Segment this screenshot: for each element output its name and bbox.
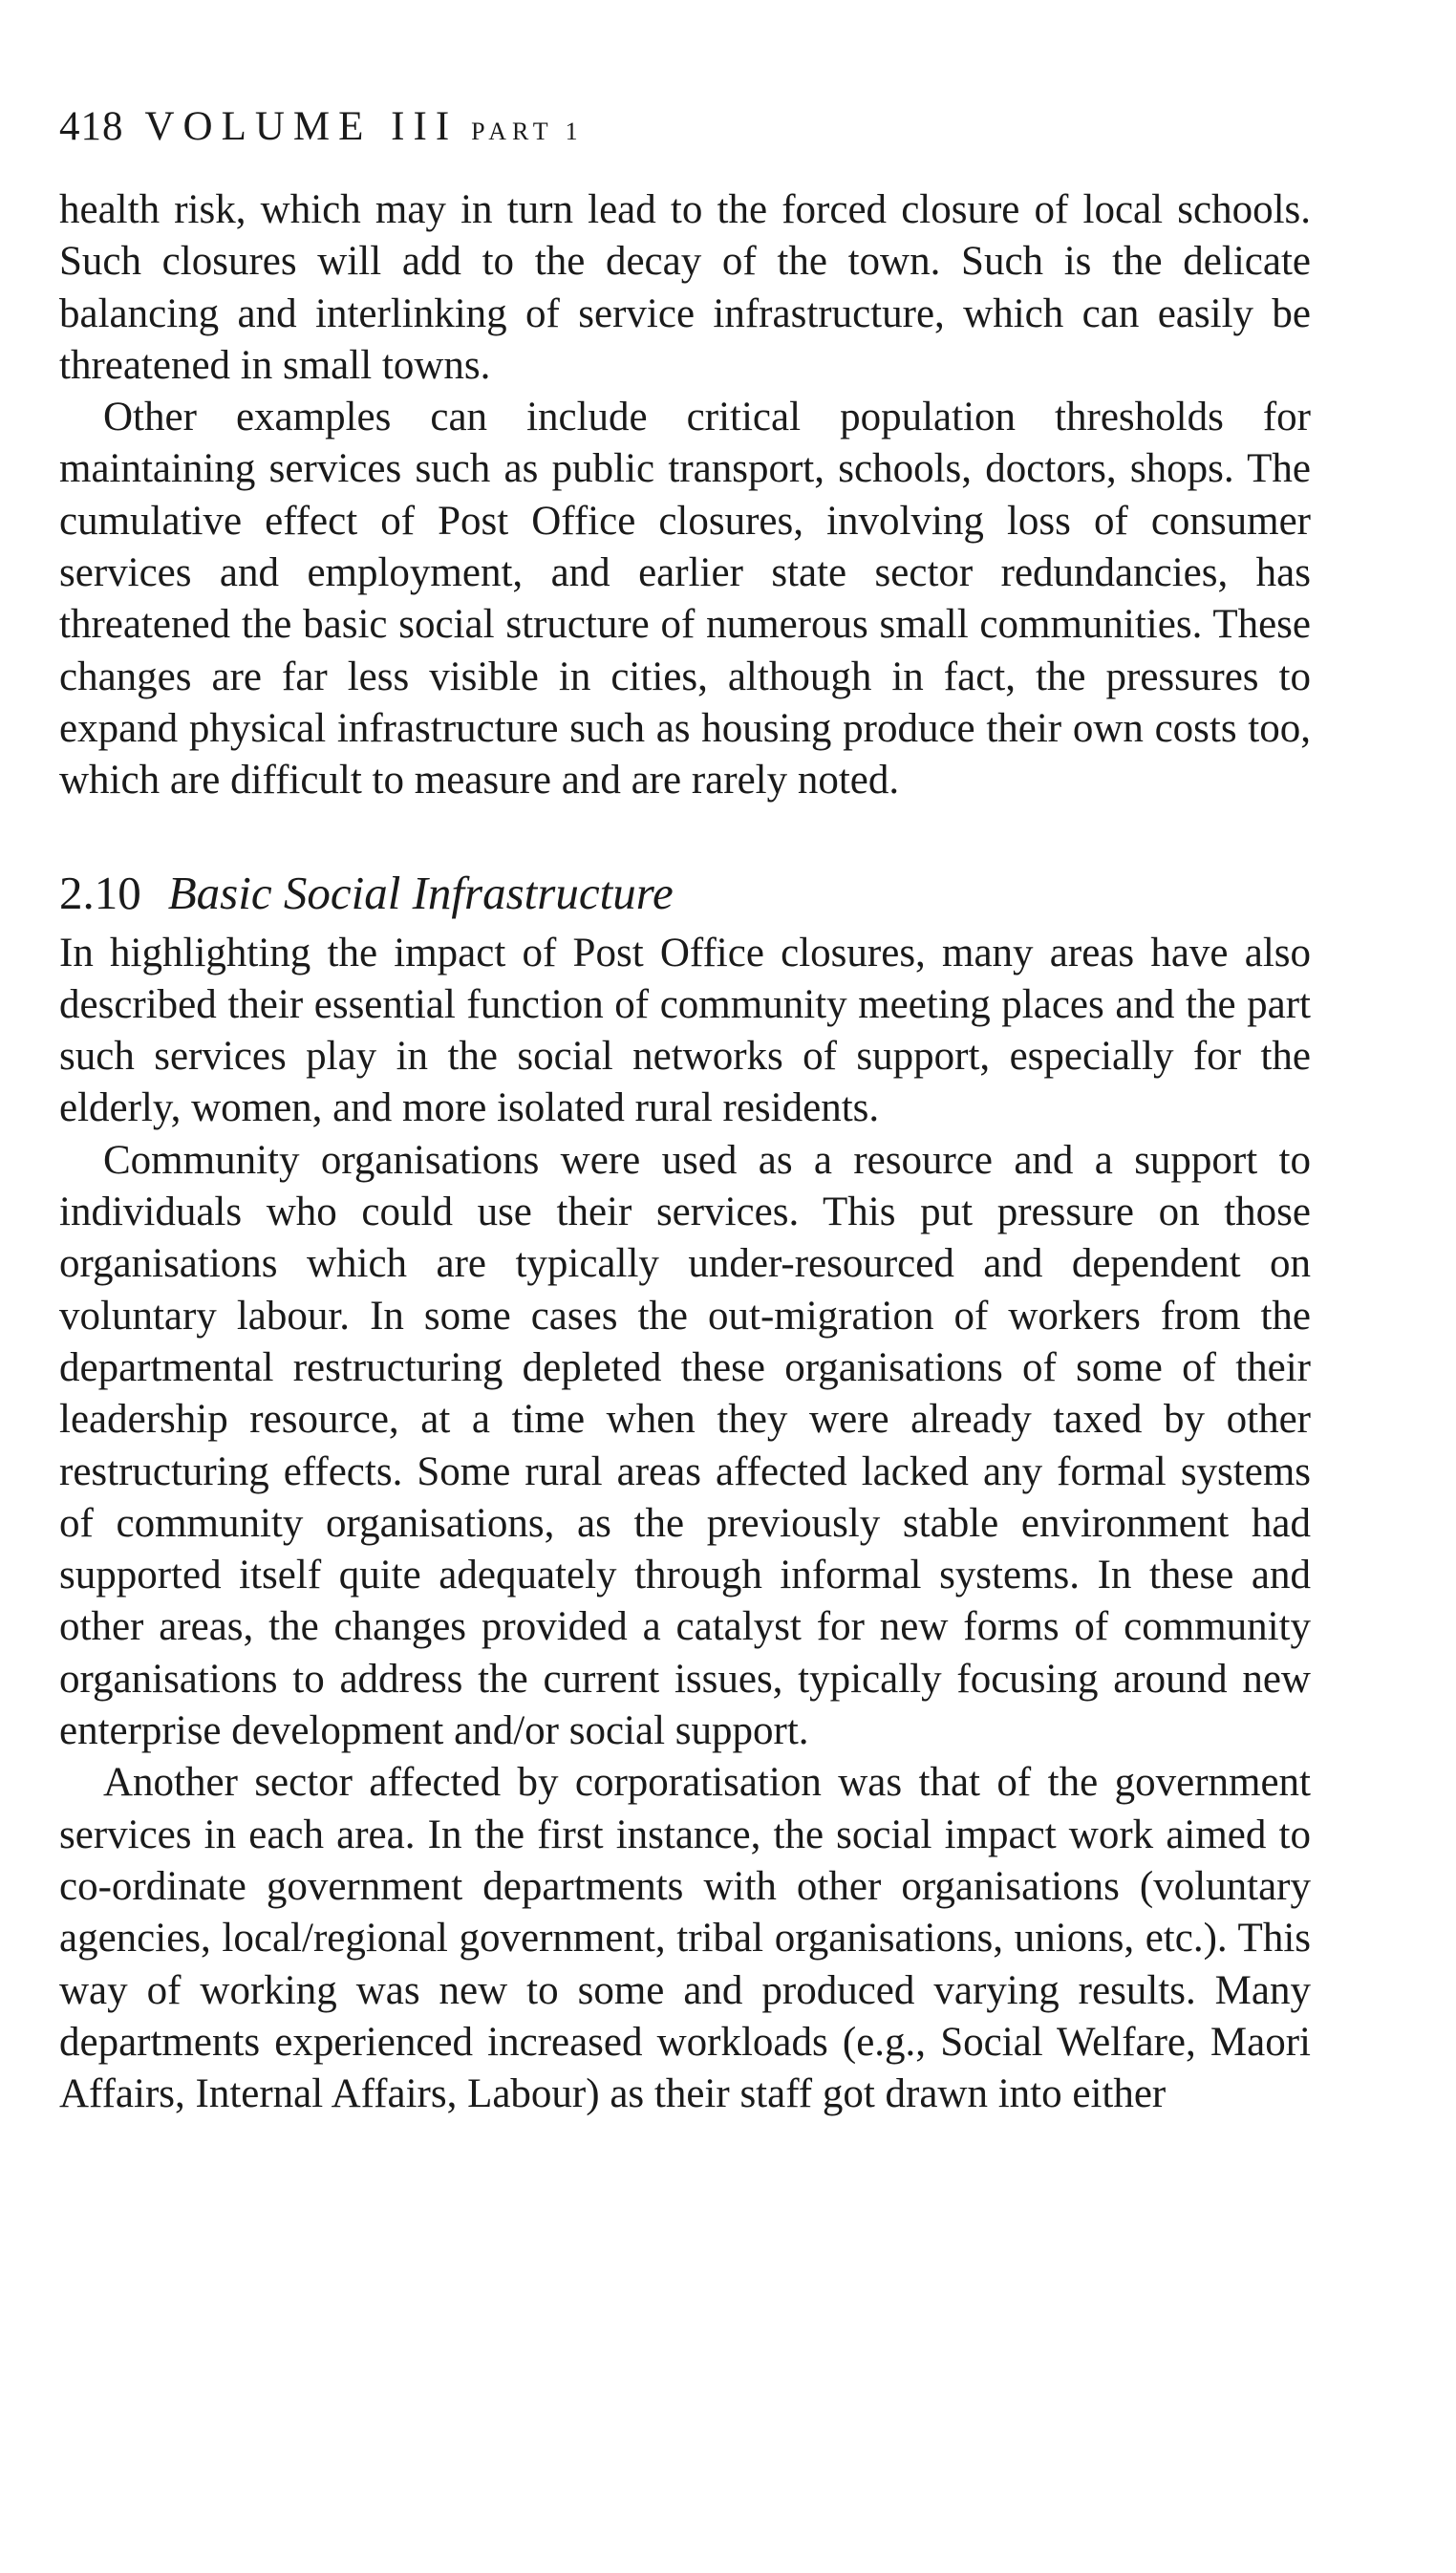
paragraph: In highlighting the impact of Post Office closures, many areas have also described their essential function of community meeting places and the part such services play in the social networks of support, especially for the elderly, women, and more isolated rural residents.: [59, 930, 1311, 1131]
part-label: PART 1: [471, 118, 584, 145]
section-title: Basic Social Infrastructure: [167, 866, 674, 919]
book-page: [59, 103, 1311, 2120]
running-head: [59, 103, 1311, 156]
paragraph: Other examples can include critical population thresholds for maintaining services such as public transport, schools, doctors, shops. The cumulative effect of Post Office closures, involving loss of consumer services and employment, and earlier state sector redundancies, has threatened the basic social structure of numerous small communities. These changes are far less visible in cities, although in fact, the pressures to expand physical infrastructure such as housing produce their own costs too, which are difficult to measure and are rarely noted.: [59, 395, 1311, 804]
paragraph: Community organisations were used as a resource and a support to individuals who could use their services. This put pressure on those organisations which are typically under-resourced and dependent on voluntary labour. In some cases the out-migration of workers from the departmental restructuring depleted these organisations of some of their leadership resource, at a time when they were already taxed by other restructuring effects. Some rural areas affected lacked any formal systems of community organisations, as the previously stable environment had supported itself quite adequately through informal systems. In these and other areas, the changes provided a catalyst for new forms of community organisations to address the current issues, typically focusing around new enterprise development and/or social support.: [59, 1137, 1311, 1754]
paragraph-continued: health risk, which may in turn lead to the forced closure of local schools. Such closures will add to the decay of the town. Such is the delicate balancing and interlinking of service infrastructure, which can easily be threatened in small towns.: [59, 187, 1311, 388]
page-number: 418: [59, 104, 124, 149]
section-number: 2.10: [59, 866, 141, 919]
section-heading: [59, 865, 1311, 922]
volume-label: VOLUME III: [144, 104, 459, 149]
paragraph: Another sector affected by corporatisation was that of the government services in each area. In the first instance, the social impact work aimed to co-ordinate government departments with other organisations (voluntary agencies, local/regional government, tribal organisations, unions, etc.). This way of working was new to some and produced varying results. Many departments experienced increased workloads (e.g., Social Welfare, Maori Affairs, Internal Affairs, Labour) as their staff got drawn into either: [59, 1760, 1311, 2117]
